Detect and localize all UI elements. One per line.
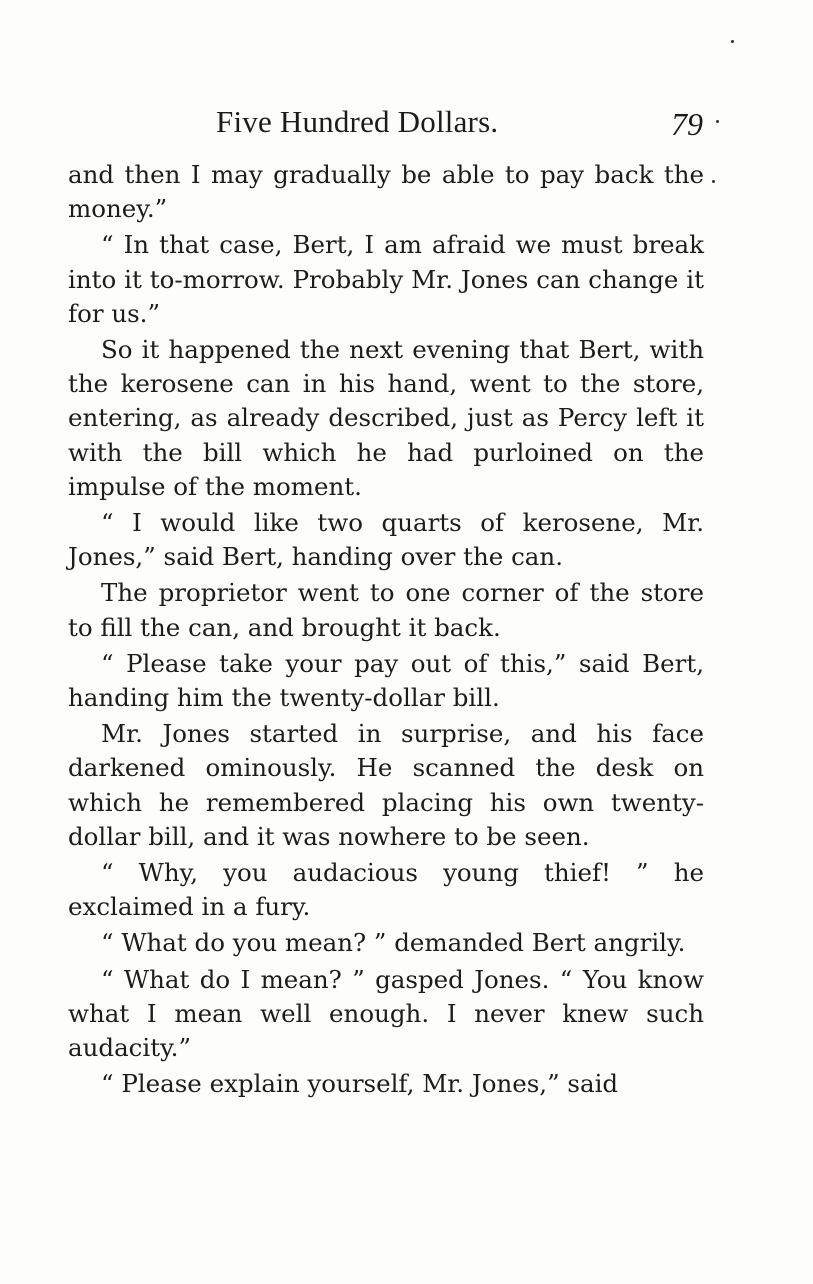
print-speck <box>712 180 715 183</box>
paragraph: and then I may gradually be able to pay back the money.” <box>68 160 704 224</box>
paragraph: “ What do I mean? ” gasped Jones. “ You know what I mean well enough. I never knew such audacity.” <box>68 964 704 1063</box>
paragraph: The proprietor went to one corner of the store to fill the can, and brought it back. <box>68 578 704 642</box>
paragraph: Mr. Jones started in surprise, and his face darkened ominously. He scanned the desk on which he remembered placing his own twenty-dollar bill, and it was nowhere to be seen. <box>68 719 704 851</box>
running-title: Five Hundred Dollars. <box>216 104 499 139</box>
page-number: 79 <box>671 106 703 142</box>
paragraph: “ I would like two quarts of kerosene, Mr. Jones,” said Bert, handing over the can. <box>68 508 704 572</box>
paragraph: “ Please explain yourself, Mr. Jones,” said <box>101 1069 619 1099</box>
paragraph: “ In that case, Bert, I am afraid we must break into it to-morrow. Probably Mr. Jones can change it for us.” <box>68 230 704 328</box>
print-speck <box>731 40 734 43</box>
paragraph: So it happened the next evening that Bert, with the kerosene can in his hand, went to the store, entering, as already described, just as Percy left it with the bill which he had purloined on the impulse of the moment. <box>68 335 704 501</box>
paragraph: “ What do you mean? ” demanded Bert angrily. <box>101 928 686 958</box>
paragraph: “ Why, you audacious young thief! ” he exclaimed in a fury. <box>68 858 704 922</box>
page-header <box>0 102 813 142</box>
paragraph: “ Please take your pay out of this,” said Bert, handing him the twenty-dollar bill. <box>68 648 704 713</box>
body-text <box>68 158 704 1103</box>
